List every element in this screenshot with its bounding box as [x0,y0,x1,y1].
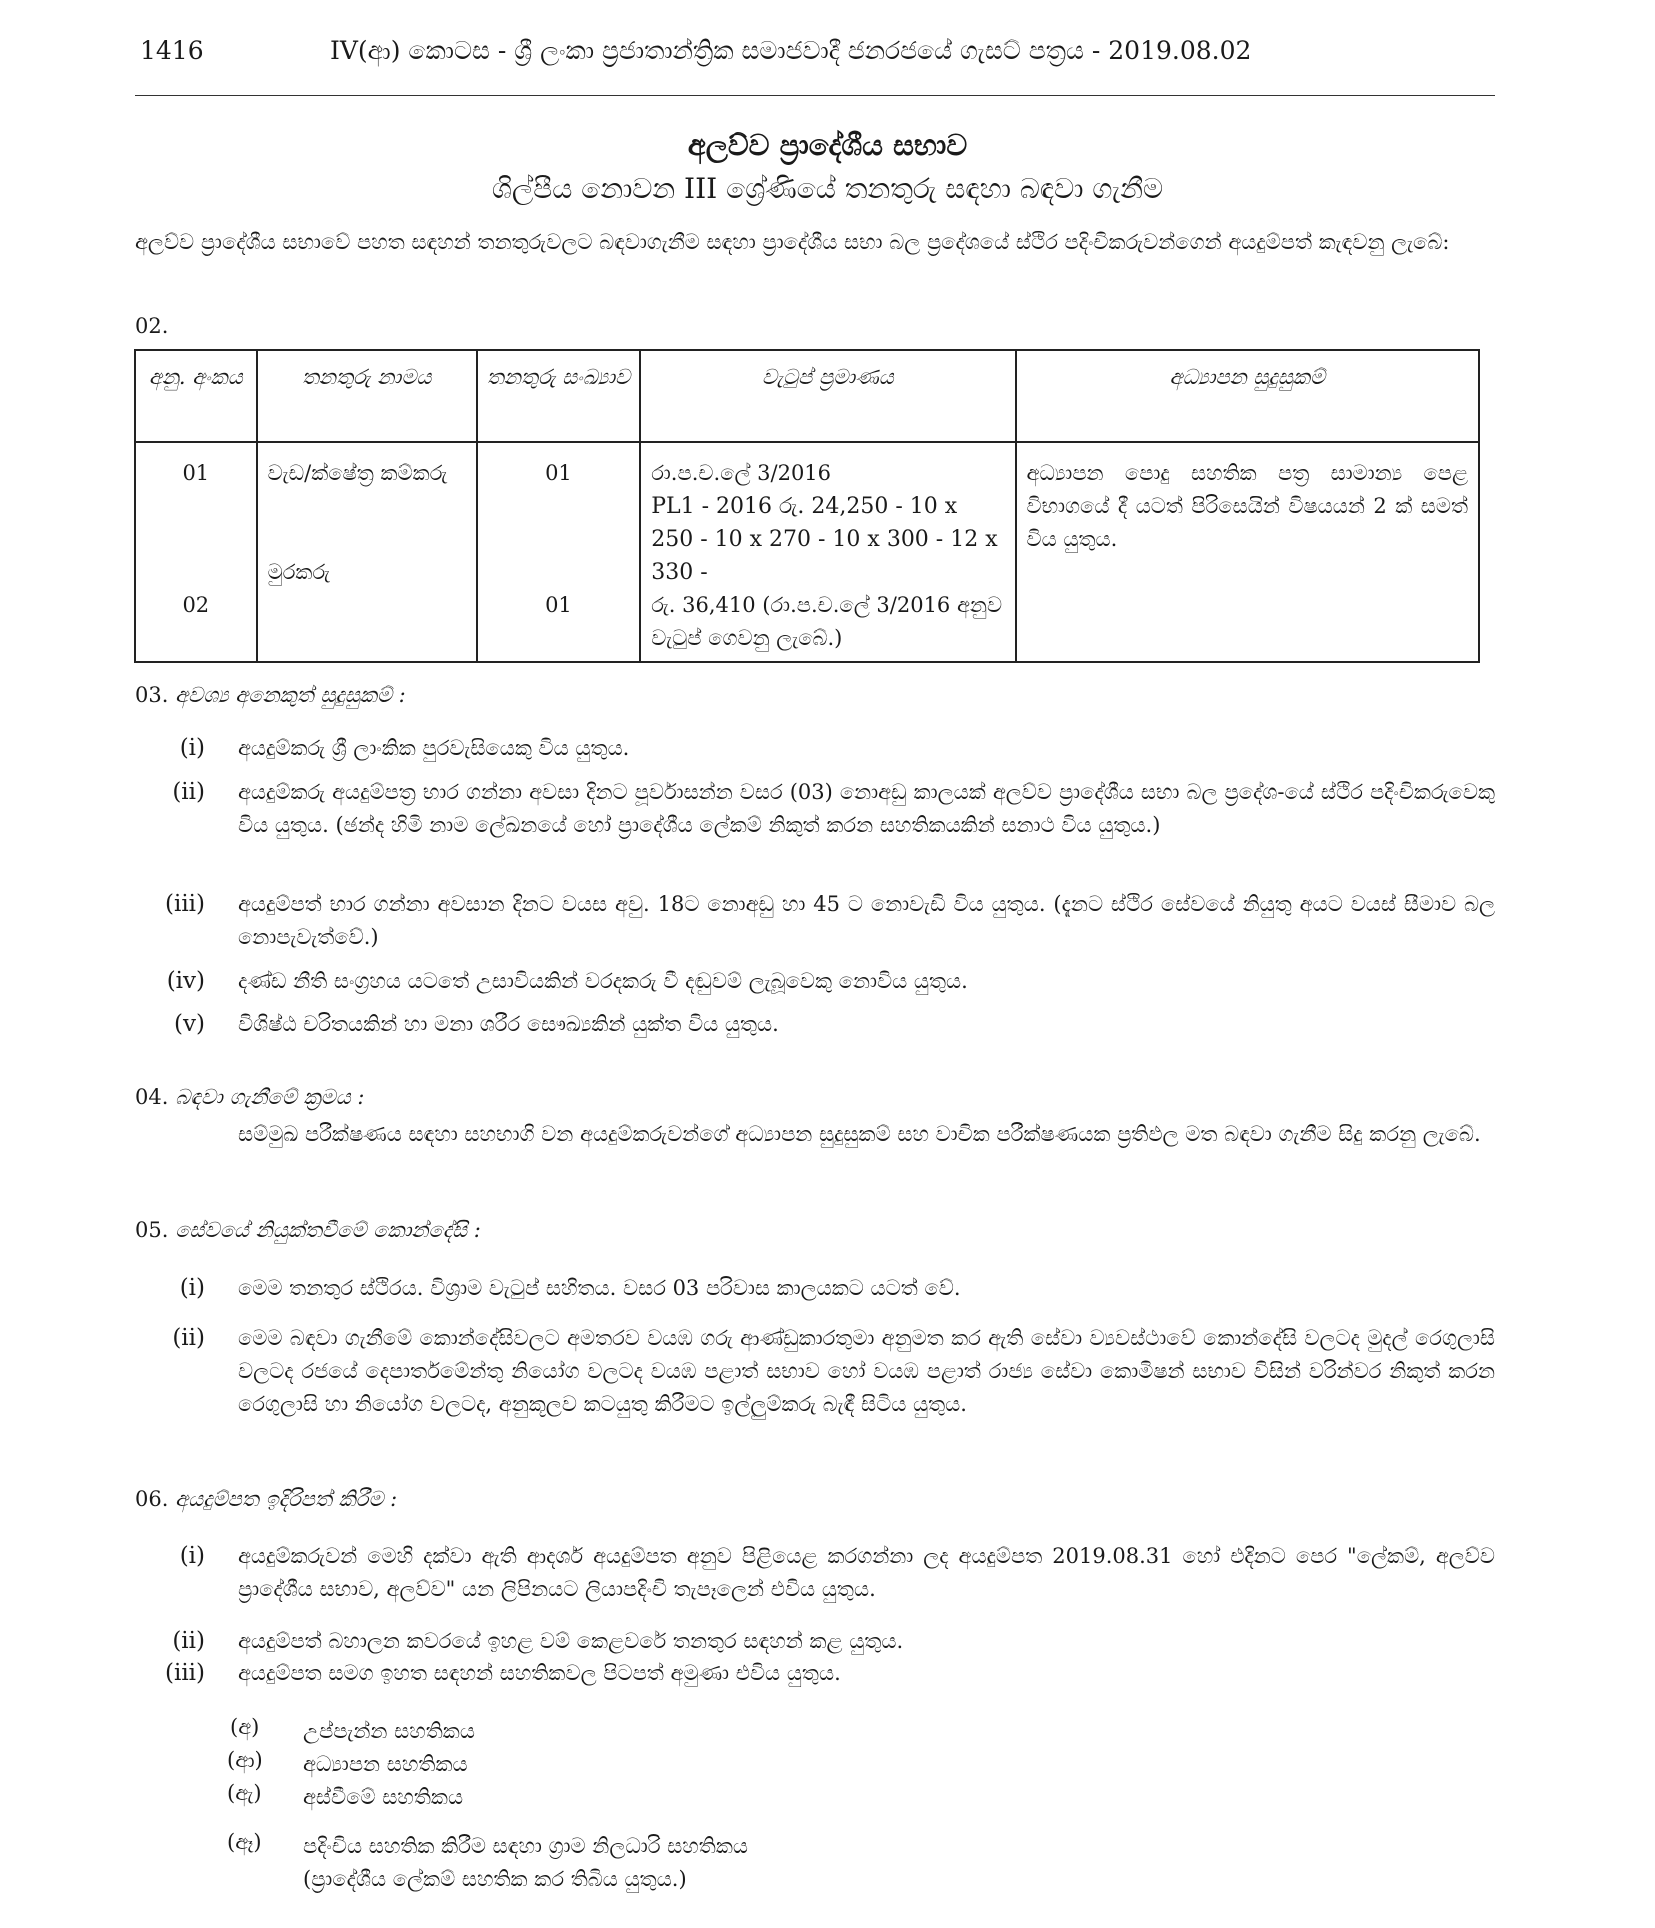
item-label: (i) [179,1275,205,1301]
sub-item-label: (ඇ) [227,1781,262,1805]
section-03-header [135,683,406,708]
item-text: දණ්ඩ නීති සංග්‍රහය යටතේ උසාවියකින් වරදකරු වී දඬුවම් ලැබූවෙකු නොවිය යුතුය. [238,969,968,993]
row-1-post-count: 01 [545,461,572,485]
sub-list-item [0,1830,1655,1900]
section-04-header [135,1085,365,1110]
row-1-post-name: වැඩ/ක්ෂේත්‍ර කම්කරු [267,461,448,485]
list-item [0,1008,1655,1044]
section-05-header [135,1218,481,1243]
serial-cell [135,442,257,662]
salary-circular: රා.ප.ච.ලේ 3/2016 [651,461,832,485]
salary-scale: PL1 - 2016 රු. 24,250 - 10 x 250 - 10 x 270 - 10 x 300 - 12 x 330 - [651,494,998,585]
section-05-number: 05. [135,1218,169,1242]
item-label: (i) [179,1543,205,1569]
list-item [0,1625,1655,1661]
item-label: (v) [174,1011,205,1037]
item-label: (iii) [164,891,205,917]
sub-item-text: අධ්‍යාපන සහතිකය [303,1752,468,1776]
list-item [0,1322,1655,1462]
col-header-serial: අනු. අංකය [135,350,257,442]
col-header-post-count: තනතුරු සංඛ්‍යාව [477,350,641,442]
col-header-qualification: අධ්‍යාපන සුදුසුකම් [1016,350,1480,442]
sub-item-text: අස්වීමේ සහතිකය [303,1785,464,1809]
item-label: (ii) [172,1325,205,1351]
row-2-post-name: මුරකරු [267,560,331,584]
section-04-heading: බඳවා ගැනීමේ ක්‍රමය : [175,1085,365,1109]
section-04-text: සම්මුඛ පරීක්ෂණය සඳහා සහභාගි වන අයදුම්කරුවන්ගේ අධ්‍යාපන සුදුසුකම් සහ වාචික පරීක්ෂණයක ප්‍රතිඵල මත බඳවා ගැනීම සිදු කරනු ලැබේ. [238,1122,1481,1146]
list-item [0,888,1655,958]
section-06-number: 06. [135,1487,169,1511]
section-03-number: 03. [135,683,169,707]
row-2-serial: 02 [182,593,210,617]
list-item [0,732,1655,768]
item-label: (ii) [172,779,205,805]
list-item [0,1657,1655,1693]
item-text: අයදුම්පත සමග ඉහත සඳහන් සහතිකවල පිටපත් අමුණා එවිය යුතුය. [238,1661,841,1685]
header-rule [135,95,1495,96]
sub-item-label: (ඈ) [227,1830,262,1854]
row-1-serial: 01 [182,461,210,485]
item-label: (iv) [166,968,205,994]
sub-item-label: (අ) [230,1715,260,1739]
list-item [0,965,1655,1001]
row-2-post-count: 01 [545,593,572,617]
item-label: (i) [179,735,205,761]
col-header-post-name: තනතුරු නාමය [257,350,477,442]
sub-item-label: (ආ) [227,1748,263,1772]
item-label: (iii) [164,1660,205,1686]
salary-note: රු. 36,410 (රා.ප.ච.ලේ 3/2016 අනුව වැටුප් ගෙවනු ලැබේ.) [651,593,1003,650]
col-header-salary: වැටුප් ප්‍රමාණය [640,350,1015,442]
table-header-row [135,350,1479,442]
section-06-heading: අයදුම්පත ඉදිරිපත් කිරීම : [175,1487,398,1511]
sub-item-text: උප්පැන්න සහතිකය [303,1719,475,1743]
section-04-number: 04. [135,1085,169,1109]
item-label: (ii) [172,1628,205,1654]
item-text: මෙම බඳවා ගැනීමේ කොන්දේසිවලට අමතරව වයඹ ගරු ආණ්ඩුකාරතුමා අනුමත කර ඇති සේවා ව්‍යවස්ථාවේ කොන්දේසි වලටද මුදල් රෙගුලාසි වලටද රජයේ දෙපාර්තමේන්තු නියෝග වලටද වයඹ පළාත් සභාව හෝ වයඹ පළාත් රාජ්‍ය සේවා කොමිෂන් සභාව විසින් වරින්වර නිකුත් කරන රෙගුලාසි හා නියෝග වලටද, අනුකූලව කටයුතු කිරීමට ඉල්ලුම්කරු බැඳී සිටිය යුතුය. [238,1326,1495,1416]
page-number: 1416 [140,36,204,65]
gazette-running-title: IV(ආ) කොටස - ශ්‍රී ලංකා ප්‍රජාතාන්ත්‍රික සමාජවාදී ජනරජයේ ගැසට් පත්‍රය - 2019.08.02 [330,36,1252,65]
item-text: අයදුම්පත් භාර ගන්නා අවසාන දිනට වයස අවු. 18ට නොඅඩු හා 45 ට නොවැඩි විය යුතුය. (දැනට ස්ථිර සේවයේ නියුතු අයට වයස් සීමාව බල නොපැවැත්වේ.) [238,892,1495,949]
list-item [0,1272,1655,1308]
posts-table [134,349,1480,663]
item-text: විශිෂ්ඨ චරිතයකින් හා මනා ශරීර සෞඛ්‍යකින් යුක්ත විය යුතුය. [238,1012,779,1036]
post-count-cell [477,442,641,662]
list-item [0,776,1655,886]
item-text: අයදුම්පත් බහාලන කවරයේ ඉහළ වම් කෙළවරේ තනතුර සඳහන් කළ යුතුය. [238,1629,904,1653]
sub-item-text: පදිංචිය සහතික කිරීම සඳහා ග්‍රාම නිලධාරි සහතිකය [303,1834,749,1858]
intro-paragraph: අලව්ව ප්‍රාදේශීය සභාවේ පහත සඳහන් තනතුරුවලට බඳවාගැනීම සඳහා ප්‍රාදේශීය සභා බල ප්‍රදේශයේ ස්ථිර පදිංචිකරුවන්ගෙන් අයදුම්පත් කැඳවනු ලැබේ: [135,230,1450,254]
post-name-cell [257,442,477,662]
sub-list-item [0,1715,1655,1745]
section-06-header [135,1487,397,1512]
list-item [0,1540,1655,1610]
salary-cell [640,442,1015,662]
section-03-heading: අවශ්‍ය අනෙකුත් සුදුසුකම් : [175,683,406,707]
sub-item-note: (ප්‍රාදේශීය ලේකම් සහතික කර තිබිය යුතුය.) [303,1867,687,1891]
notice-title: අලව්ව ප්‍රාදේශීය සභාව [687,128,968,162]
sub-list-item [0,1781,1655,1811]
notice-subtitle: ශිල්පීය නොවන III ශ්‍රේණියේ තනතුරු සඳහා බඳවා ගැනීම [491,172,1164,205]
item-text: අයදුම්කරුවන් මෙහි දක්වා ඇති ආදර්ශ අයදුම්පත අනුව පිළියෙළ කරගන්නා ලද අයදුම්පත 2019.08.31 හෝ එදිනට පෙර "ලේකම්, අලව්ව ප්‍රාදේශීය සභාව, අලව්ව" යන ලිපිනයට ලියාපදිංචි තැපෑලෙන් එවිය යුතුය. [238,1544,1495,1601]
section-02-number: 02. [135,314,169,338]
section-05-heading: සේවයේ නියුක්තවීමේ කොන්දේසි : [175,1218,481,1242]
sub-list-item [0,1748,1655,1778]
item-text: අයදුම්කරු අයදුම්පත්‍ර භාර ගන්නා අවසා දිනට පූර්වාසන්න වසර (03) නොඅඩු කාලයක් අලව්ව ප්‍රාදේශීය සභා බල ප්‍රදේශ-යේ ස්ථිර පදිංචිකරුවෙකු විය යුතුය. (ඡන්ද හිමි නාම ලේඛනයේ හෝ ප්‍රාදේශීය ලේකම් නිකුත් කරන සහතිකයකින් සනාථ විය යුතුය.) [238,780,1495,837]
item-text: අයදුම්කරු ශ්‍රී ලාංකික පුරවැසියෙකු විය යුතුය. [238,736,630,760]
table-row [135,442,1479,662]
item-text: මෙම තනතුර ස්ථිරය. විශ්‍රාම වැටුප් සහිතය. වසර 03 පරිවාස කාලයකට යටත් වේ. [238,1276,961,1300]
qualification-cell: අධ්‍යාපන පොදු සහතික පත්‍ර සාමාන්‍ය පෙළ විභාගයේ දී යටත් පිරිසෙයින් විෂයයන් 2 ක් සමත් විය යුතුය. [1016,442,1480,662]
